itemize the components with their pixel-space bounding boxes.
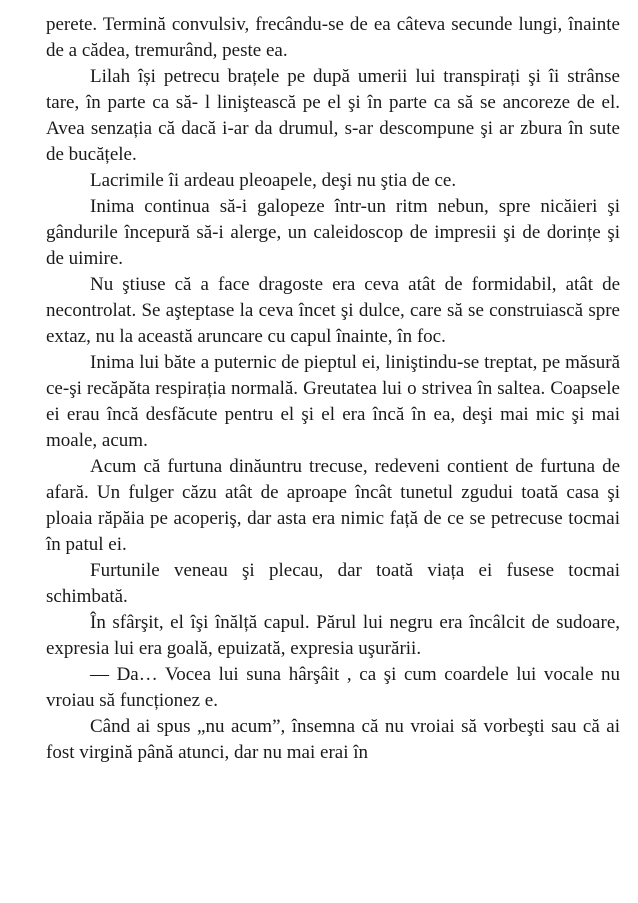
paragraph-5: Nu ştiuse că a face dragoste era ceva atât de formidabil, atât de necontrolat. Se aşteptase la ceva încet şi dulce, care să se construiască spre extaz, nu la această aruncare cu capul înainte, în foc. <box>46 274 620 347</box>
paragraph-3: Lacrimile îi ardeau pleoapele, deşi nu ştia de ce. <box>90 170 457 191</box>
paragraph-7: Acum că furtuna dinăuntru trecuse, redeveni contient de furtuna de afară. Un fulger căzu atât de aproape încât tunetul zgudui toată casa şi ploaia răpăia pe acoperiş, dar asta era nimic față de ce se petrecuse tocmai în patul ei. <box>46 456 620 555</box>
paragraph-8: Furtunile veneau şi plecau, dar toată viața ei fusese tocmai schimbată. <box>46 560 620 607</box>
paragraph-4: Inima continua să-i galopeze într-un ritm nebun, spre nicăieri şi gândurile începură să-i alerge, un caleidoscop de impresii şi de dorințe şi de uimire. <box>46 196 620 269</box>
paragraph-10: — Da… Vocea lui suna hârşâit , ca şi cum coardele lui vocale nu vroiau să funcționez e. <box>46 664 620 711</box>
paragraph-9: În sfârşit, el îşi înălță capul. Părul lui negru era încâlcit de sudoare, expresia lui era goală, epuizată, expresia uşurării. <box>46 612 620 659</box>
paragraph-6: Inima lui băte a puternic de pieptul ei, liniştindu-se treptat, pe măsură ce-şi recăpăta respirația normală. Greutatea lui o strivea în saltea. Coapsele ei erau încă desfăcute pentru el şi el era încă în ea, deşi mai mic şi mai moale, acum. <box>46 352 620 451</box>
paragraph-11: Când ai spus „nu acum”, însemna că nu vroiai să vorbeşti sau că ai fost virgină până atunci, dar nu mai erai în <box>46 716 620 763</box>
paragraph-1: perete. Termină convulsiv, frecându-se de ea câteva secunde lungi, înainte de a cădea, tremurând, peste ea. <box>46 14 620 61</box>
page-text-body <box>46 12 620 766</box>
paragraph-2: Lilah își petrecu brațele pe după umerii lui transpirați şi îi strânse tare, în parte ca să- l liniştească pe el şi în parte ca să se ancoreze de el. Avea senzația că dacă i-ar da drumul, s-ar descompune şi ar zbura în sute de bucățele. <box>46 66 620 165</box>
